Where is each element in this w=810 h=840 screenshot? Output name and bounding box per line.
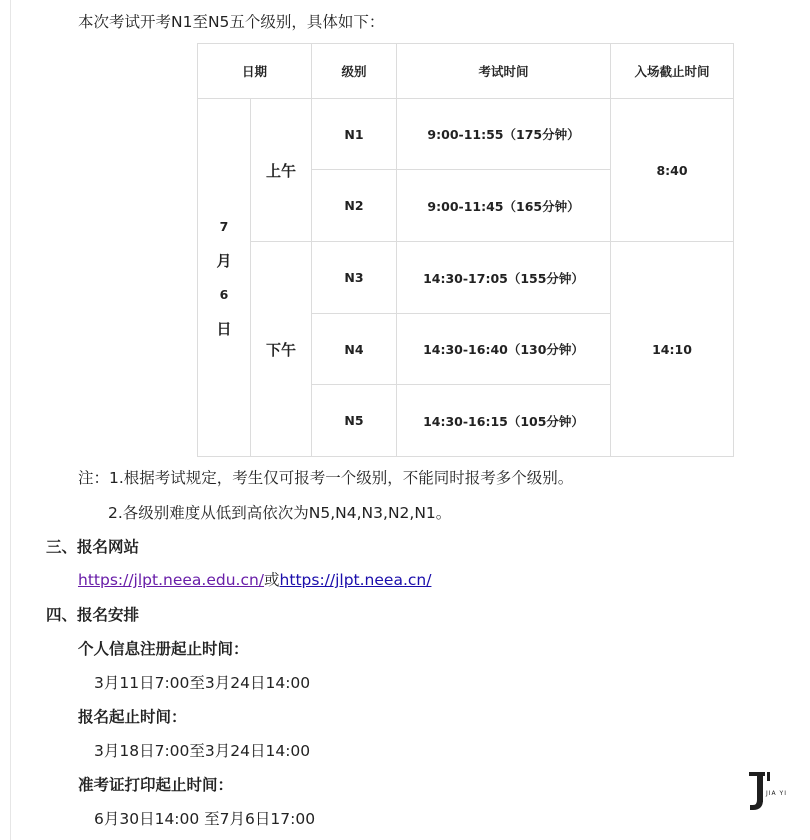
header-deadline: 入场截止时间 [611, 44, 734, 99]
level-cell: N4 [312, 314, 397, 385]
time-cell: 14:30-16:15（105分钟） [397, 385, 611, 457]
session-morning: 上午 [251, 99, 312, 242]
time-cell: 9:00-11:45（165分钟） [397, 170, 611, 242]
level-cell: N5 [312, 385, 397, 457]
header-time: 考试时间 [397, 44, 611, 99]
section-3-title: 三、报名网站 [46, 538, 140, 556]
admission-ticket-value: 6月30日14:00 至7月6日17:00 [94, 810, 316, 828]
admission-ticket-label: 准考证打印起止时间： [78, 776, 234, 794]
time-cell: 14:30-16:40（130分钟） [397, 314, 611, 385]
level-cell: N1 [312, 99, 397, 170]
session-afternoon: 下午 [251, 242, 312, 457]
date-day-char: 日 [216, 319, 232, 338]
website-link-separator: 或 [264, 571, 280, 589]
intro-text: 本次考试开考N1至N5五个级别，具体如下： [78, 13, 385, 31]
deadline-afternoon: 14:10 [611, 242, 734, 457]
date-month-char: 月 [216, 251, 232, 270]
time-cell: 14:30-17:05（155分钟） [397, 242, 611, 314]
brand-logo-text: JIA YI [766, 790, 787, 797]
level-cell: N2 [312, 170, 397, 242]
date-day-num: 6 [219, 286, 229, 302]
registration-info-label: 个人信息注册起止时间： [78, 640, 249, 658]
section-4-title: 四、报名安排 [46, 606, 140, 624]
page-left-rule [10, 0, 11, 840]
website-link-2[interactable]: https://jlpt.neea.cn/ [279, 571, 432, 589]
table-header-row [198, 44, 734, 99]
date-cell [198, 99, 251, 457]
header-date: 日期 [198, 44, 312, 99]
level-cell: N3 [312, 242, 397, 314]
note-2: 2.各级别难度从低到高依次为N5,N4,N3,N2,N1。 [108, 504, 452, 522]
website-link-1[interactable]: https://jlpt.neea.edu.cn/ [78, 571, 265, 589]
website-links [78, 569, 431, 591]
date-month-num: 7 [219, 218, 229, 234]
header-level: 级别 [312, 44, 397, 99]
note-1: 注：1.根据考试规定，考生仅可报考一个级别，不能同时报考多个级别。 [78, 469, 574, 487]
exam-schedule-table [197, 43, 734, 457]
table-row [198, 242, 734, 314]
registration-info-value: 3月11日7:00至3月24日14:00 [94, 674, 311, 692]
deadline-morning: 8:40 [611, 99, 734, 242]
time-cell: 9:00-11:55（175分钟） [397, 99, 611, 170]
brand-logo [746, 770, 796, 814]
application-period-label: 报名起止时间： [78, 708, 187, 726]
application-period-value: 3月18日7:00至3月24日14:00 [94, 742, 311, 760]
table-row [198, 99, 734, 170]
